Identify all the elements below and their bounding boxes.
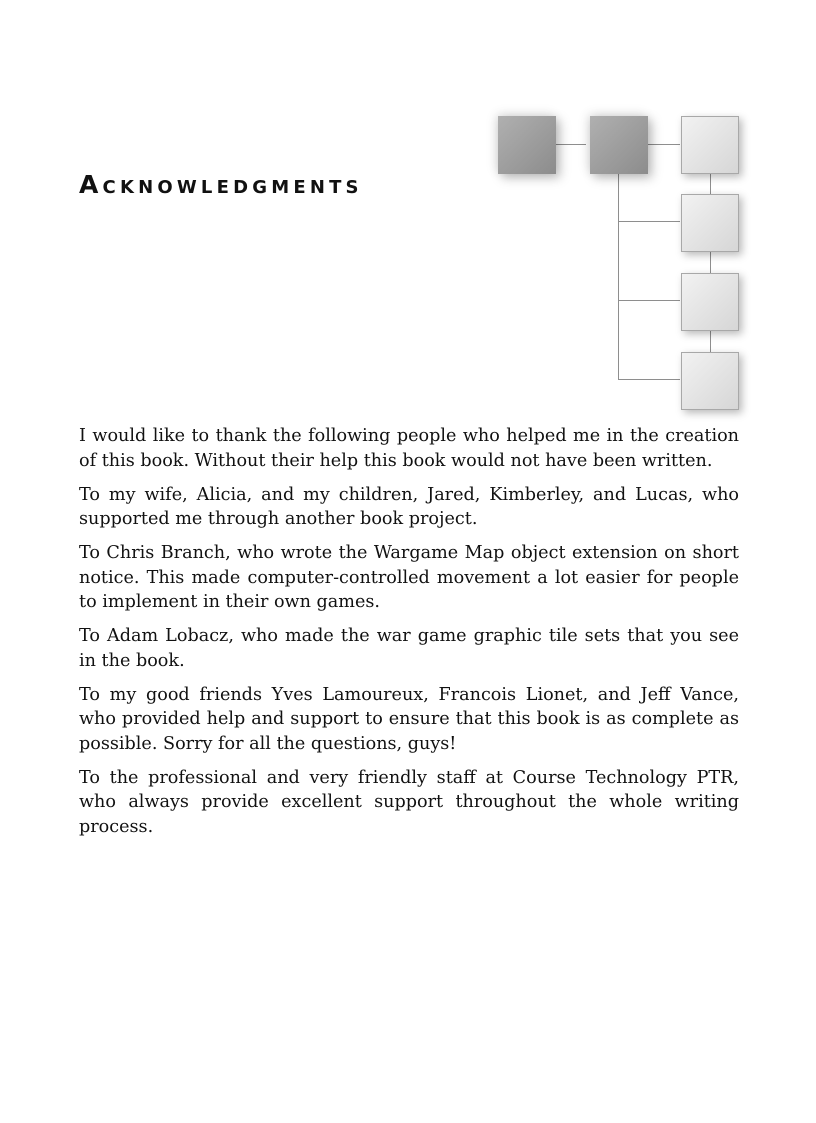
connector-line <box>618 174 619 380</box>
connector-line <box>618 221 680 222</box>
paragraph: To Adam Lobacz, who made the war game graphic tile sets that you see in the book. <box>79 626 739 671</box>
diagram-box <box>681 273 739 331</box>
page-title: Acknowledgments <box>79 170 363 199</box>
paragraph: To my wife, Alicia, and my children, Jared, Kimberley, and Lucas, who supported me through another book project. <box>79 484 739 529</box>
paragraph: To the professional and very friendly staff at Course Technology PTR, who always provide excellent support throughout the whole writing process. <box>79 767 739 837</box>
paragraph: To Chris Branch, who wrote the Wargame Map object extension on short notice. This made computer-controlled movement a lot easier for people to implement in their own games. <box>79 543 739 612</box>
connector-line <box>618 379 680 380</box>
connector-line <box>556 144 586 145</box>
connector-line <box>648 144 680 145</box>
diagram-box <box>498 116 556 174</box>
paragraph: To my good friends Yves Lamoureux, Francois Lionet, and Jeff Vance, who provided help and support to ensure that this book is as complete as possible. Sorry for all the questions, guys! <box>79 684 739 754</box>
paragraph: I would like to thank the following people who helped me in the creation of this book. Without their help this book would not have been written. <box>79 426 739 471</box>
tree-diagram-icon <box>478 106 748 420</box>
acknowledgments-body <box>79 424 739 849</box>
diagram-box <box>681 352 739 410</box>
diagram-box <box>681 194 739 252</box>
diagram-box <box>681 116 739 174</box>
diagram-box <box>590 116 648 174</box>
connector-line <box>618 300 680 301</box>
